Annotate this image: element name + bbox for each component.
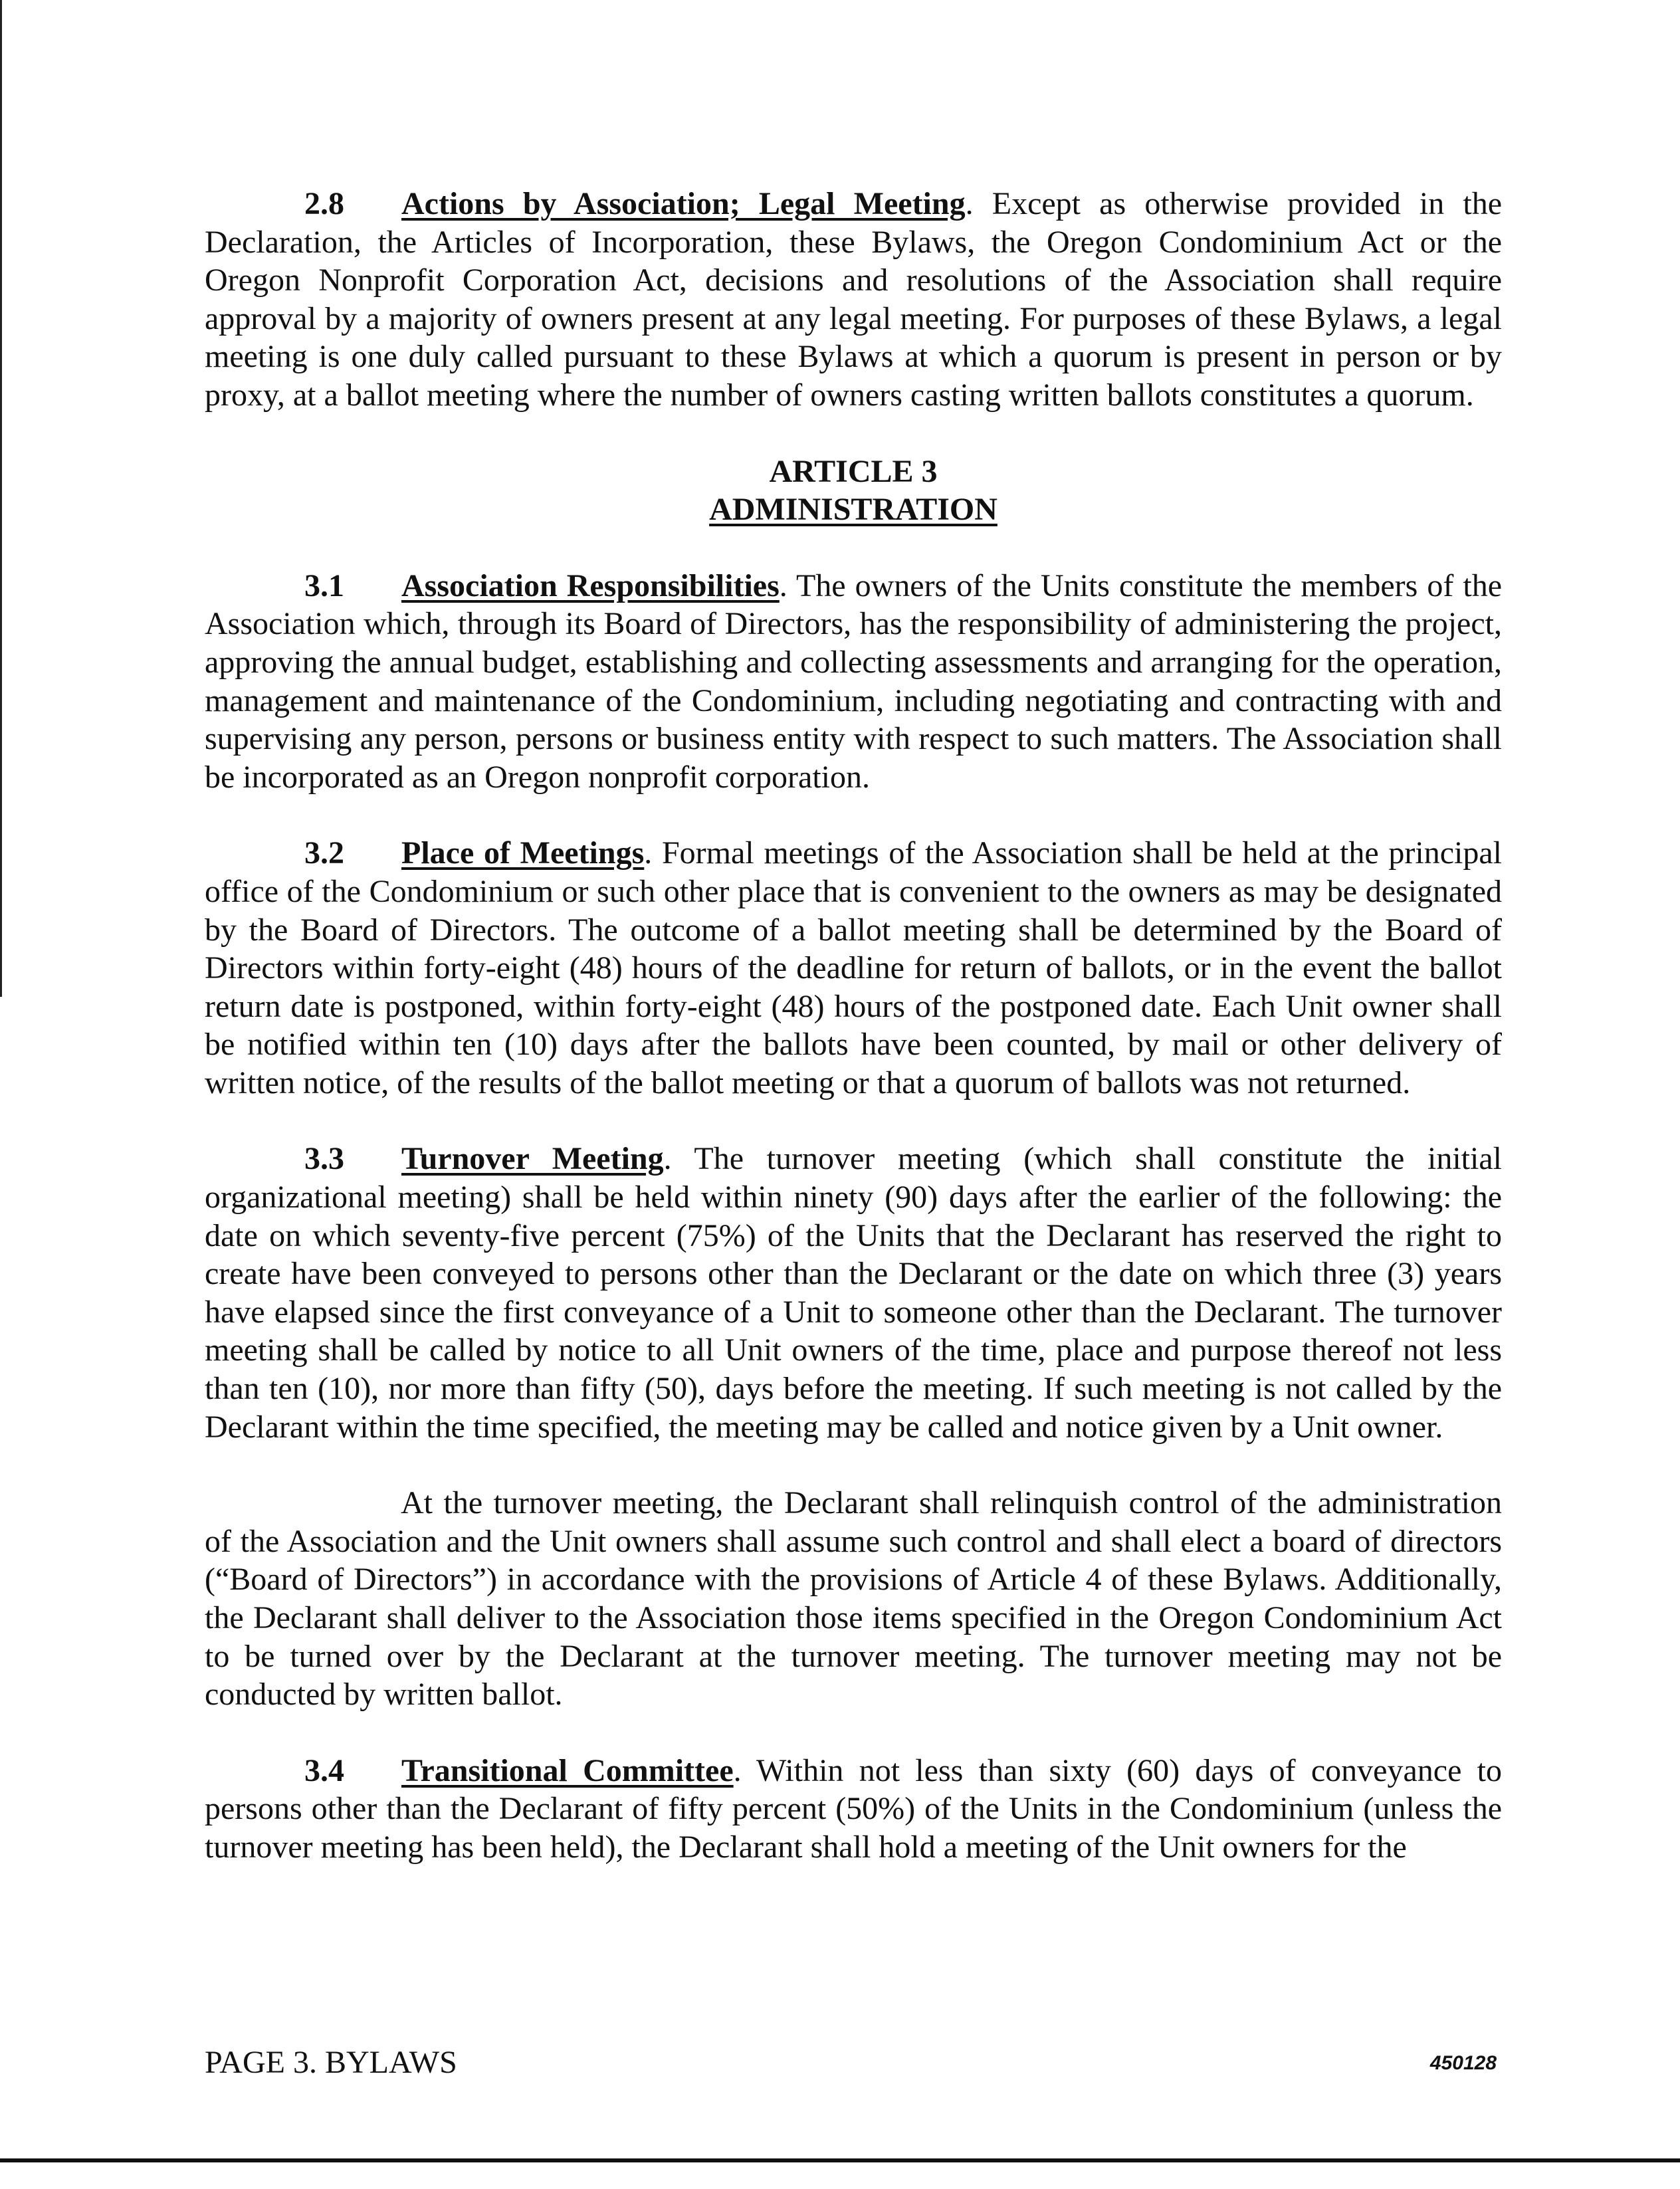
section-title: Transitional Committee [401, 1752, 734, 1788]
section-text: . The owners of the Units constitute the members of the Association which, through its Board of Directors, has the responsibility of administering the project, approving the annual budget, establishing and collecting assessments and arranging for the operation, management and maintenance of the Condominium, including negotiating and contracting with and supervising any person, persons or business entity with respect to such matters. The Association shall be incorporated as an Oregon nonprofit corporation. [205, 568, 1502, 795]
article-title: ADMINISTRATION [709, 492, 998, 528]
section-3-2 [205, 834, 1502, 1102]
section-number: 3.1 [304, 568, 344, 603]
article-label: ARTICLE 3 [769, 453, 938, 489]
section-3-1 [205, 567, 1502, 797]
section-2-8 [205, 185, 1502, 415]
section-title: Place of Meetings [401, 835, 645, 871]
scan-edge-bottom [0, 2158, 1680, 2162]
section-text: . Within not less than sixty (60) days of conveyance to persons other than the Declarant of fifty percent (50%) of the Units in the Condominium (unless the turnover meeting has been held), the Declarant shall hold a meeting of the Unit owners for the [205, 1752, 1502, 1865]
section-number: 2.8 [304, 186, 344, 221]
section-title: Association Responsibilities [401, 568, 780, 603]
document-number: 450128 [1429, 2052, 1497, 2074]
section-number: 3.2 [304, 835, 344, 871]
section-title: Actions by Association; Legal Meeting [401, 186, 966, 221]
section-number: 3.4 [304, 1752, 344, 1788]
document-body [205, 185, 1502, 1905]
section-text: . Formal meetings of the Association shall be held at the principal office of the Condominium or such other place that is convenient to the owners as may be designated by the Board of Directors. The outcome of a ballot meeting shall be determined by the Board of Directors within forty-eight (48) hours of the deadline for return of ballots, or in the event the ballot return date is postponed, within forty-eight (48) hours of the postponed date. Each Unit owner shall be notified within ten (10) days after the ballots have been counted, by mail or other delivery of written notice, of the results of the ballot meeting or that a quorum of ballots was not returned. [205, 835, 1503, 1100]
section-text: . The turnover meeting (which shall constitute the initial organizational meeting) shall be held within ninety (90) days after the earlier of the following: the date on which seventy-five percent (75%) of the Units that the Declarant has reserved the right to create have been conveyed to persons other than the Declarant or the date on which three (3) years have elapsed since the first conveyance of a Unit to someone other than the Declarant. The turnover meeting shall be called by notice to all Unit owners of the time, place and purpose thereof not less than ten (10), nor more than fifty (50), days before the meeting. If such meeting is not called by the Declarant within the time specified, the meeting may be called and notice given by a Unit owner. [205, 1141, 1502, 1445]
section-text: At the turnover meeting, the Declarant shall relinquish control of the administration of the Association and the Unit owners shall assume such control and shall elect a board of directors (“Board of Directors”) in accordance with the provisions of Article 4 of these Bylaws. Additionally, the Declarant shall deliver to the Association those items specified in the Oregon Condominium Act to be turned over by the Declarant at the turnover meeting. The turnover meeting may not be conducted by written ballot. [205, 1485, 1502, 1713]
scan-edge-left [0, 0, 2, 997]
section-3-3 [205, 1140, 1502, 1446]
section-number: 3.3 [304, 1141, 344, 1177]
section-3-3-continuation [205, 1484, 1502, 1714]
section-3-4 [205, 1752, 1502, 1867]
article-heading [205, 453, 1502, 529]
page-footer-label: PAGE 3. BYLAWS [205, 2045, 457, 2080]
section-text: . Except as otherwise provided in the Declaration, the Articles of Incorporation, these Bylaws, the Oregon Condominium Act or the Oregon Nonprofit Corporation Act, decisions and resolutions of the Association shall require approval by a majority of owners present at any legal meeting. For purposes of these Bylaws, a legal meeting is one duly called pursuant to these Bylaws at which a quorum is present in person or by proxy, at a ballot meeting where the number of owners casting written ballots constitutes a quorum. [205, 186, 1502, 413]
section-title: Turnover Meeting [401, 1141, 664, 1177]
